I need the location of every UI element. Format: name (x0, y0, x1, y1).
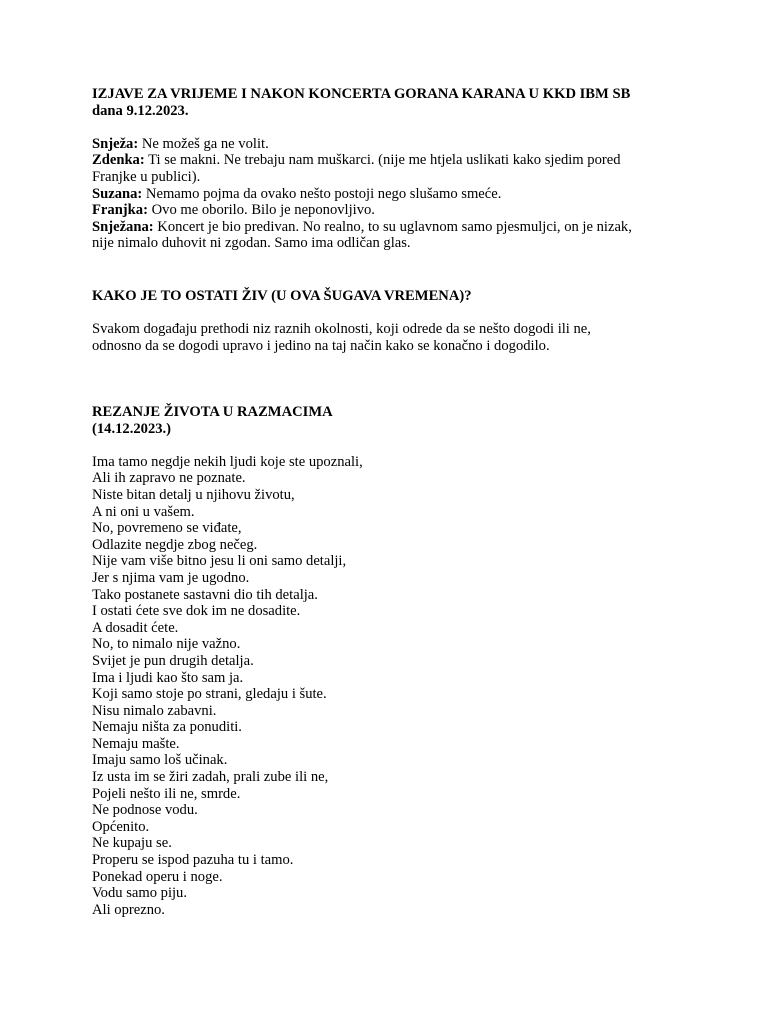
poem-line: Općenito. (92, 818, 150, 835)
poem-line: I ostati ćete sve dok im ne dosadite. (92, 603, 301, 620)
speaker-name: Snježana: (92, 218, 154, 235)
statement-continuation: Franjke u publici). (92, 168, 201, 185)
speaker-name: Franjka: (92, 202, 148, 219)
poem-line: Odlazite negdje zbog nečeg. (92, 536, 258, 553)
paragraph-line: odnosno da se dogodi upravo i jedino na taj način kako se konačno i dogodilo. (92, 337, 550, 354)
poem-date: (14.12.2023.) (92, 420, 172, 437)
paragraph-line: Svakom događaju prethodi niz raznih okolnosti, koji odrede da se nešto dogodi ili ne, (92, 321, 591, 338)
section-date: dana 9.12.2023. (92, 102, 189, 119)
section-poem (92, 404, 692, 918)
section-title: KAKO JE TO OSTATI ŽIV (U OVA ŠUGAVA VREMENA)? (92, 288, 472, 304)
poem-line: Nemaju mašte. (92, 735, 180, 752)
spacer (92, 119, 692, 136)
poem-line: Nisu nimalo zabavni. (92, 702, 217, 719)
section-essay (92, 288, 692, 354)
poem-line: Ponekad operu i noge. (92, 868, 223, 885)
statement (92, 202, 692, 219)
poem-title: REZANJE ŽIVOTA U RAZMACIMA (92, 404, 333, 420)
poem-line: Ne kupaju se. (92, 835, 172, 852)
statement (92, 152, 692, 169)
statement-text: Nemamo pojma da ovako nešto postoji nego slušamo smeće. (142, 185, 502, 202)
statement (92, 186, 692, 203)
speaker-name: Zdenka: (92, 152, 145, 169)
poem-line: Niste bitan detalj u njihovu životu, (92, 486, 295, 503)
poem-line: Ali ih zapravo ne poznate. (92, 470, 246, 487)
statement-text: Koncert je bio predivan. No realno, to su uglavnom samo pjesmuljci, on je nizak, (153, 218, 632, 235)
statement (92, 219, 692, 236)
speaker-name: Suzana: (92, 185, 143, 202)
speaker-name: Snježa: (92, 135, 139, 152)
poem-line: Koji samo stoje po strani, gledaju i šute. (92, 686, 327, 703)
statement-continuation: nije nimalo duhovit ni zgodan. Samo ima odličan glas. (92, 235, 411, 252)
poem-line: Ali oprezno. (92, 901, 165, 918)
statement-text: Ti se makni. Ne trebaju nam muškarci. (nije me htjela uslikati kako sjedim pored (144, 152, 621, 169)
poem-line: Iz usta im se žiri zadah, prali zube ili ne, (92, 769, 329, 786)
poem-line: Vodu samo piju. (92, 885, 188, 902)
poem-line: Tako postanete sastavni dio tih detalja. (92, 586, 318, 603)
poem-line: Ima tamo negdje nekih ljudi koje ste upoznali, (92, 453, 363, 470)
poem-line: Ima i ljudi kao što sam ja. (92, 669, 244, 686)
poem-line: Nije vam više bitno jesu li oni samo detalji, (92, 553, 347, 570)
spacer (92, 437, 692, 454)
poem-line: Jer s njima vam je ugodno. (92, 569, 250, 586)
poem-line: Svijet je pun drugih detalja. (92, 652, 254, 669)
poem-line: A dosadit ćete. (92, 619, 179, 636)
poem-line: Imaju samo loš učinak. (92, 752, 228, 769)
poem-line: A ni oni u vašem. (92, 503, 195, 520)
poem-line: No, to nimalo nije važno. (92, 636, 241, 653)
section-statements (92, 86, 692, 252)
statement (92, 136, 692, 153)
poem-line: No, povremeno se viđate, (92, 520, 242, 537)
statement-text: Ne možeš ga ne volit. (138, 135, 269, 152)
poem-line: Pojeli nešto ili ne, smrde. (92, 785, 241, 802)
poem-line: Ne podnose vodu. (92, 802, 198, 819)
poem-body (92, 454, 692, 919)
section-title: IZJAVE ZA VRIJEME I NAKON KONCERTA GORANA KARANA U KKD IBM SB (92, 86, 631, 102)
statement-text: Ovo me oborilo. Bilo je neponovljivo. (147, 202, 375, 219)
poem-line: Nemaju ništa za ponuditi. (92, 719, 242, 736)
spacer (92, 305, 692, 322)
poem-line: Properu se ispod pazuha tu i tamo. (92, 852, 294, 869)
